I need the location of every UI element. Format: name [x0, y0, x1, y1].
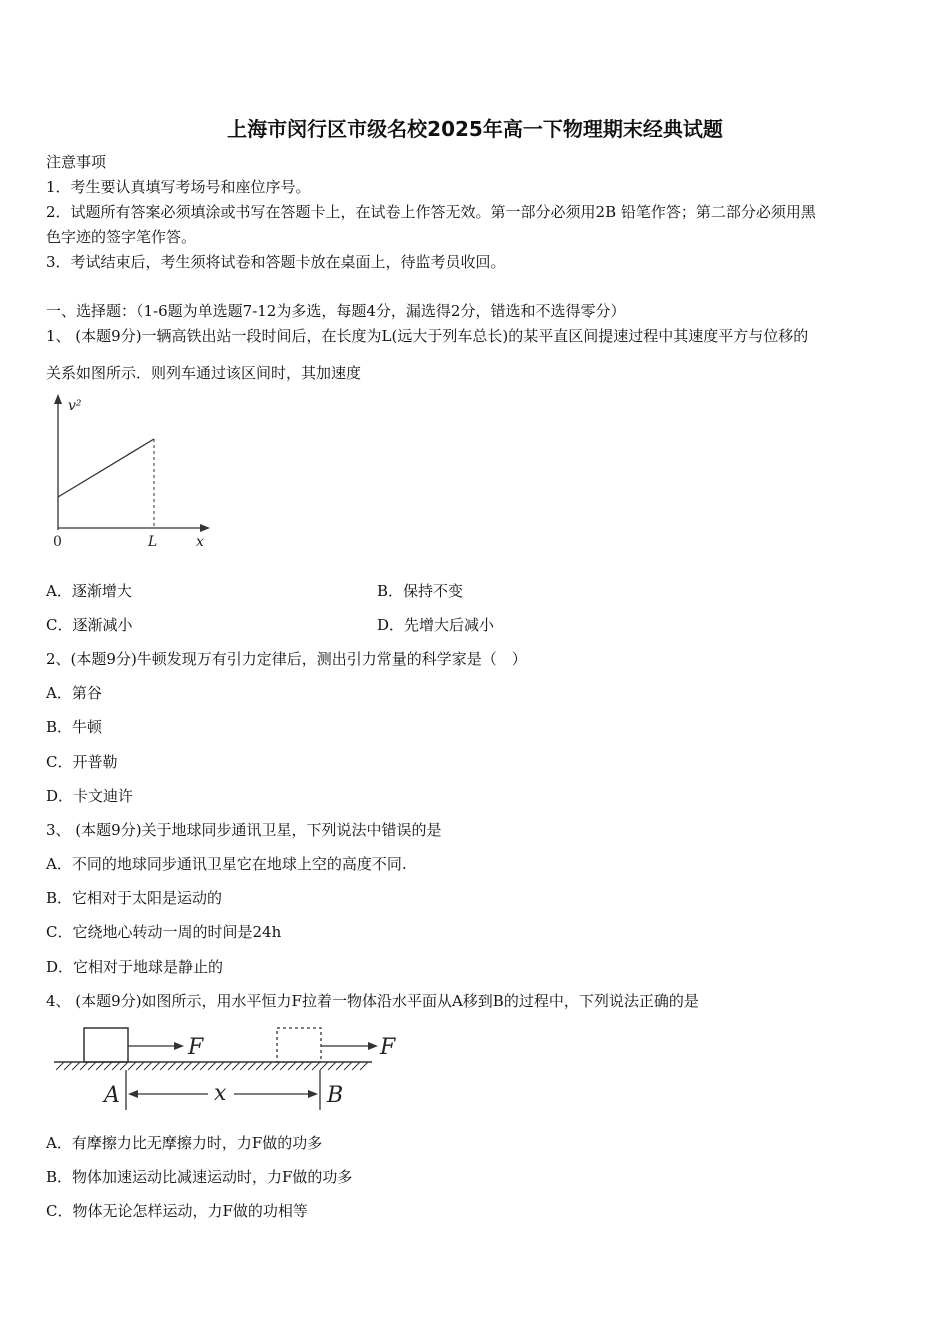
graph-line — [58, 439, 154, 497]
q2-stem: 2、(本题9分)牛顿发现万有引力定律后，测出引力常量的科学家是（ ） — [46, 650, 527, 668]
distance-label: x — [214, 1081, 227, 1106]
notice-heading: 注意事项 — [46, 153, 107, 171]
q2-option-d[interactable]: D．卡文迪许 — [46, 787, 134, 805]
x-tick-label: L — [148, 534, 158, 550]
notice-item: 3．考试结束后，考生须将试卷和答题卡放在桌面上，待监考员收回。 — [46, 253, 506, 271]
q2-option-c[interactable]: C．开普勒 — [46, 753, 118, 771]
q3-option-c[interactable]: C．它绕地心转动一周的时间是24h — [46, 923, 282, 941]
q1-option-b[interactable]: B．保持不变 — [377, 582, 464, 600]
notice-item: 色字迹的签字笔作答。 — [46, 228, 197, 246]
section-heading: 一、选择题：（1-6题为单选题7-12为多选，每题4分，漏选得2分，错选和不选得零分） — [46, 302, 626, 320]
force-label-1: F — [188, 1035, 204, 1060]
q4-option-a[interactable]: A．有摩擦力比无摩擦力时，力F做的功多 — [46, 1134, 323, 1152]
block-end — [277, 1028, 321, 1062]
q1-option-c[interactable]: C．逐渐减小 — [46, 616, 133, 634]
q1-option-a[interactable]: A．逐渐增大 — [46, 582, 132, 600]
point-b-label: B — [327, 1083, 344, 1108]
q1-stem-line2: 关系如图所示．则列车通过该区间时，其加速度 — [46, 364, 362, 382]
y-axis-label: v² — [68, 398, 82, 414]
notice-item: 1．考生要认真填写考场号和座位序号。 — [46, 178, 311, 196]
origin-label: 0 — [53, 534, 62, 550]
q3-option-a[interactable]: A．不同的地球同步通讯卫星它在地球上空的高度不同. — [46, 855, 407, 873]
q1-graph — [40, 392, 220, 552]
q4-option-c[interactable]: C．物体无论怎样运动，力F做的功相等 — [46, 1202, 308, 1220]
ground-hatch — [56, 1062, 368, 1070]
q4-stem: 4、 (本题9分)如图所示，用水平恒力F拉着一物体沿水平面从A移到B的过程中，下列说法正确的是 — [46, 992, 699, 1010]
point-a-label: A — [104, 1083, 120, 1108]
y-axis-arrow — [54, 394, 62, 404]
q4-option-b[interactable]: B．物体加速运动比减速运动时，力F做的功多 — [46, 1168, 353, 1186]
q3-option-b[interactable]: B．它相对于太阳是运动的 — [46, 889, 223, 907]
q1-option-d[interactable]: D．先增大后减小 — [377, 616, 495, 634]
q3-option-d[interactable]: D．它相对于地球是静止的 — [46, 958, 224, 976]
q2-option-b[interactable]: B．牛顿 — [46, 718, 103, 736]
x-axis-label: x — [196, 534, 204, 550]
q2-option-a[interactable]: A．第谷 — [46, 684, 102, 702]
q3-stem: 3、 (本题9分)关于地球同步通讯卫星，下列说法中错误的是 — [46, 821, 442, 839]
page-title: 上海市闵行区市级名校2025年高一下物理期末经典试题 — [227, 117, 723, 141]
x-axis-arrow — [200, 524, 210, 532]
q4-figure — [50, 1022, 410, 1114]
notice-item: 2．试题所有答案必须填涂或书写在答题卡上，在试卷上作答无效。第一部分必须用2B 铅笔作答；第二部分必须用黑 — [46, 203, 816, 221]
block-start — [84, 1028, 128, 1062]
force-label-2: F — [380, 1035, 396, 1060]
q1-stem-line1: 1、 (本题9分)一辆高铁出站一段时间后，在长度为L(远大于列车总长)的某平直区间提速过程中其速度平方与位移的 — [46, 327, 809, 345]
